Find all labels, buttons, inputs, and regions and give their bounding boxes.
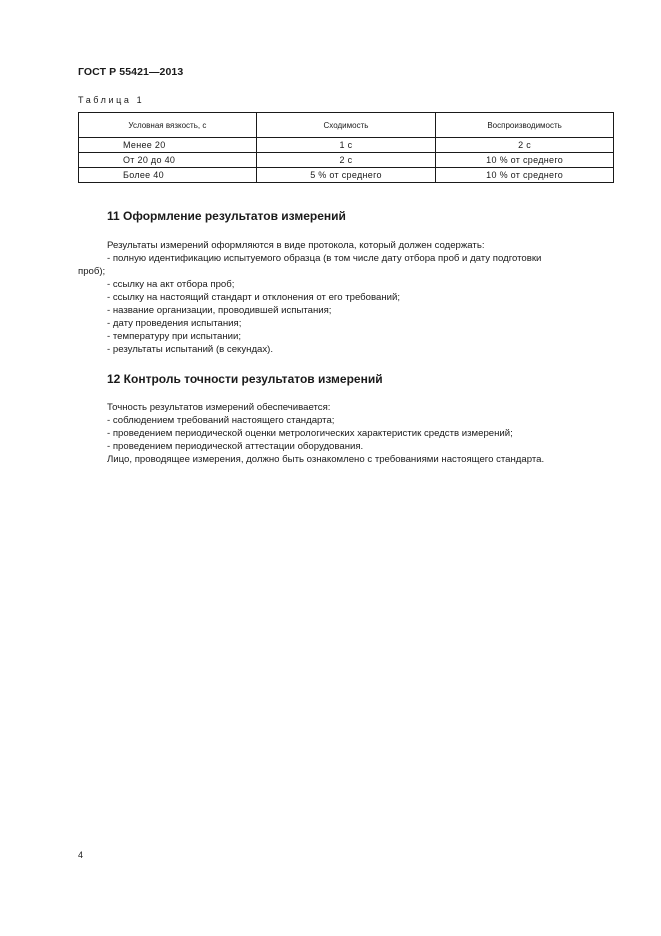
list-item-continuation: проб); (78, 266, 106, 277)
page-number: 4 (78, 850, 84, 860)
list-item: - ссылку на акт отбора проб; (107, 279, 235, 290)
list-item: - дату проведения испытания; (107, 318, 242, 329)
section-11-intro: Результаты измерений оформляются в виде протокола, который должен содержать: (107, 240, 485, 251)
table-row (79, 138, 614, 153)
section-12-title: 12 Контроль точности результатов измерений (107, 372, 383, 386)
section-11-title: 11 Оформление результатов измерений (107, 209, 346, 223)
list-item: - название организации, проводившей испытания; (107, 305, 332, 316)
document-header: ГОСТ Р 55421—2013 (78, 66, 184, 78)
table-cell: 2 с (436, 138, 614, 153)
list-item: - ссылку на настоящий стандарт и отклонения от его требований; (107, 292, 401, 303)
table-cell: 10 % от среднего (436, 168, 614, 183)
list-item: - проведением периодической аттестации оборудования. (107, 441, 364, 452)
list-item: - результаты испытаний (в секундах). (107, 344, 274, 355)
section-12-intro: Точность результатов измерений обеспечивается: (107, 402, 331, 413)
list-item: - температуру при испытании; (107, 331, 242, 342)
table-cell: 10 % от среднего (436, 153, 614, 168)
section-12-closing: Лицо, проводящее измерения, должно быть ознакомлено с требованиями настоящего стандарта. (107, 454, 545, 465)
table-cell: 2 с (256, 153, 435, 168)
table-header-row (79, 113, 614, 138)
table-cell: От 20 до 40 (79, 153, 257, 168)
precision-table (78, 112, 614, 183)
table-row (79, 153, 614, 168)
table-cell: Менее 20 (79, 138, 257, 153)
table-cell: Более 40 (79, 168, 257, 183)
column-header: Воспроизводимость (436, 113, 614, 138)
column-header: Сходимость (256, 113, 435, 138)
list-item: - соблюдением требований настоящего стандарта; (107, 415, 335, 426)
table-cell: 1 с (256, 138, 435, 153)
table-caption: Таблица 1 (78, 95, 145, 105)
list-item: - проведением периодической оценки метрологических характеристик средств измерений; (107, 428, 513, 439)
column-header: Условная вязкость, с (79, 113, 257, 138)
list-item: - полную идентификацию испытуемого образца (в том числе дату отбора проб и дату подготовки (107, 253, 542, 264)
table-row (79, 168, 614, 183)
table-cell: 5 % от среднего (256, 168, 435, 183)
